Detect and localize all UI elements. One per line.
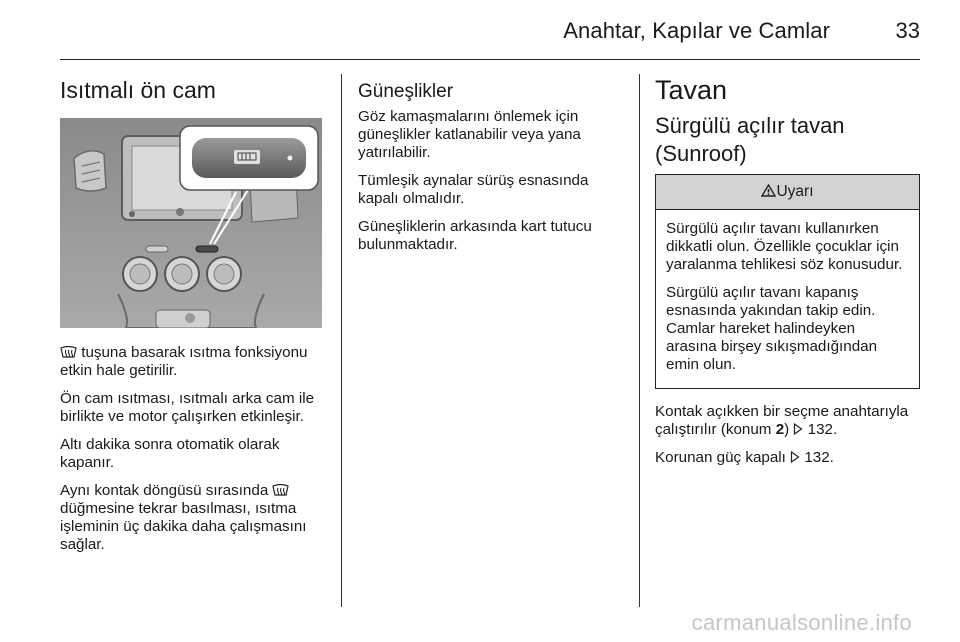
paragraph-operation-pre: Kontak açıkken bir seçme anahtarıyla çalıştırılır (konum [655,403,909,438]
cross-reference-arrow-icon [790,451,800,463]
paragraph-activation [60,344,328,380]
paragraph-mirrors: Tümleşik aynalar sürüş esnasında kapalı olmalıdır. [358,172,589,207]
paragraph-conditions: Ön cam ısıtması, ısıtmalı arka cam ile birlikte ve motor çalışırken etkinleşir. [60,390,315,425]
paragraph-repeat-pre: Aynı kontak döngüsü sırasında [60,482,273,499]
warning-paragraph-2: Sürgülü açılır tavanı kapanış esnasında yakından takip edin. Camlar hareket halindeyken arasına birşey sıkışmadığından emin olun. [666,284,878,373]
column-divider-1 [341,74,342,607]
warning-box [655,174,920,389]
column-roof [655,74,920,477]
warning-paragraph-1: Sürgülü açılır tavanı kullanırken dikkatli olun. Özellikle çocuklar için yaralanma tehlikesi söz konusudur. [666,220,903,273]
paragraph-operation-mid: ) [784,421,794,438]
heated-windscreen-icon [272,484,289,497]
section-heading: Güneşlikler [358,81,454,102]
page-reference-link[interactable]: 132. [807,421,838,438]
paragraph-repeat [60,482,328,554]
column-heated-windscreen [60,76,328,564]
paragraph-activation-text: tuşuna basarak ısıtma fonksiyonu etkin hale getirilir. [60,344,308,379]
dashboard-illustration [60,118,322,328]
paragraph-repeat-post: düğmesine tekrar basılması, ısıtma işleminin üç dakika daha çalışmasını sağlar. [60,500,307,553]
heated-windscreen-icon [60,346,77,359]
warning-body [656,210,919,388]
page-number: 33 [895,18,920,43]
paragraph-fold: Göz kamaşmalarını önlemek için güneşlikler katlanabilir veya yana yatırılabilir. [358,108,581,161]
paragraph-card-holder: Güneşliklerin arkasında kart tutucu bulunmaktadır. [358,218,592,253]
column-divider-2 [639,74,640,607]
paragraph-retained-power [655,449,920,467]
page-reference-link[interactable]: 132. [804,449,834,466]
section-heading: Tavan [655,75,728,105]
position-number: 2 [775,421,785,438]
warning-triangle-icon [761,184,776,197]
column-sun-visors [358,80,618,264]
warning-title: Uyarı [776,183,814,200]
watermark: carmanualsonline.info [691,610,912,635]
paragraph-auto-off: Altı dakika sonra otomatik olarak kapanır. [60,436,280,471]
paragraph-retained-power-pre: Korunan güç kapalı [655,449,791,466]
paragraph-operation [655,403,920,439]
subsection-heading: Sürgülü açılır tavan (Sunroof) [655,113,845,166]
section-heading: Isıtmalı ön cam [60,77,216,103]
warning-header [656,175,919,210]
header-rule [60,59,920,60]
running-header-title: Anahtar, Kapılar ve Camlar [563,18,830,43]
cross-reference-arrow-icon [793,423,803,435]
